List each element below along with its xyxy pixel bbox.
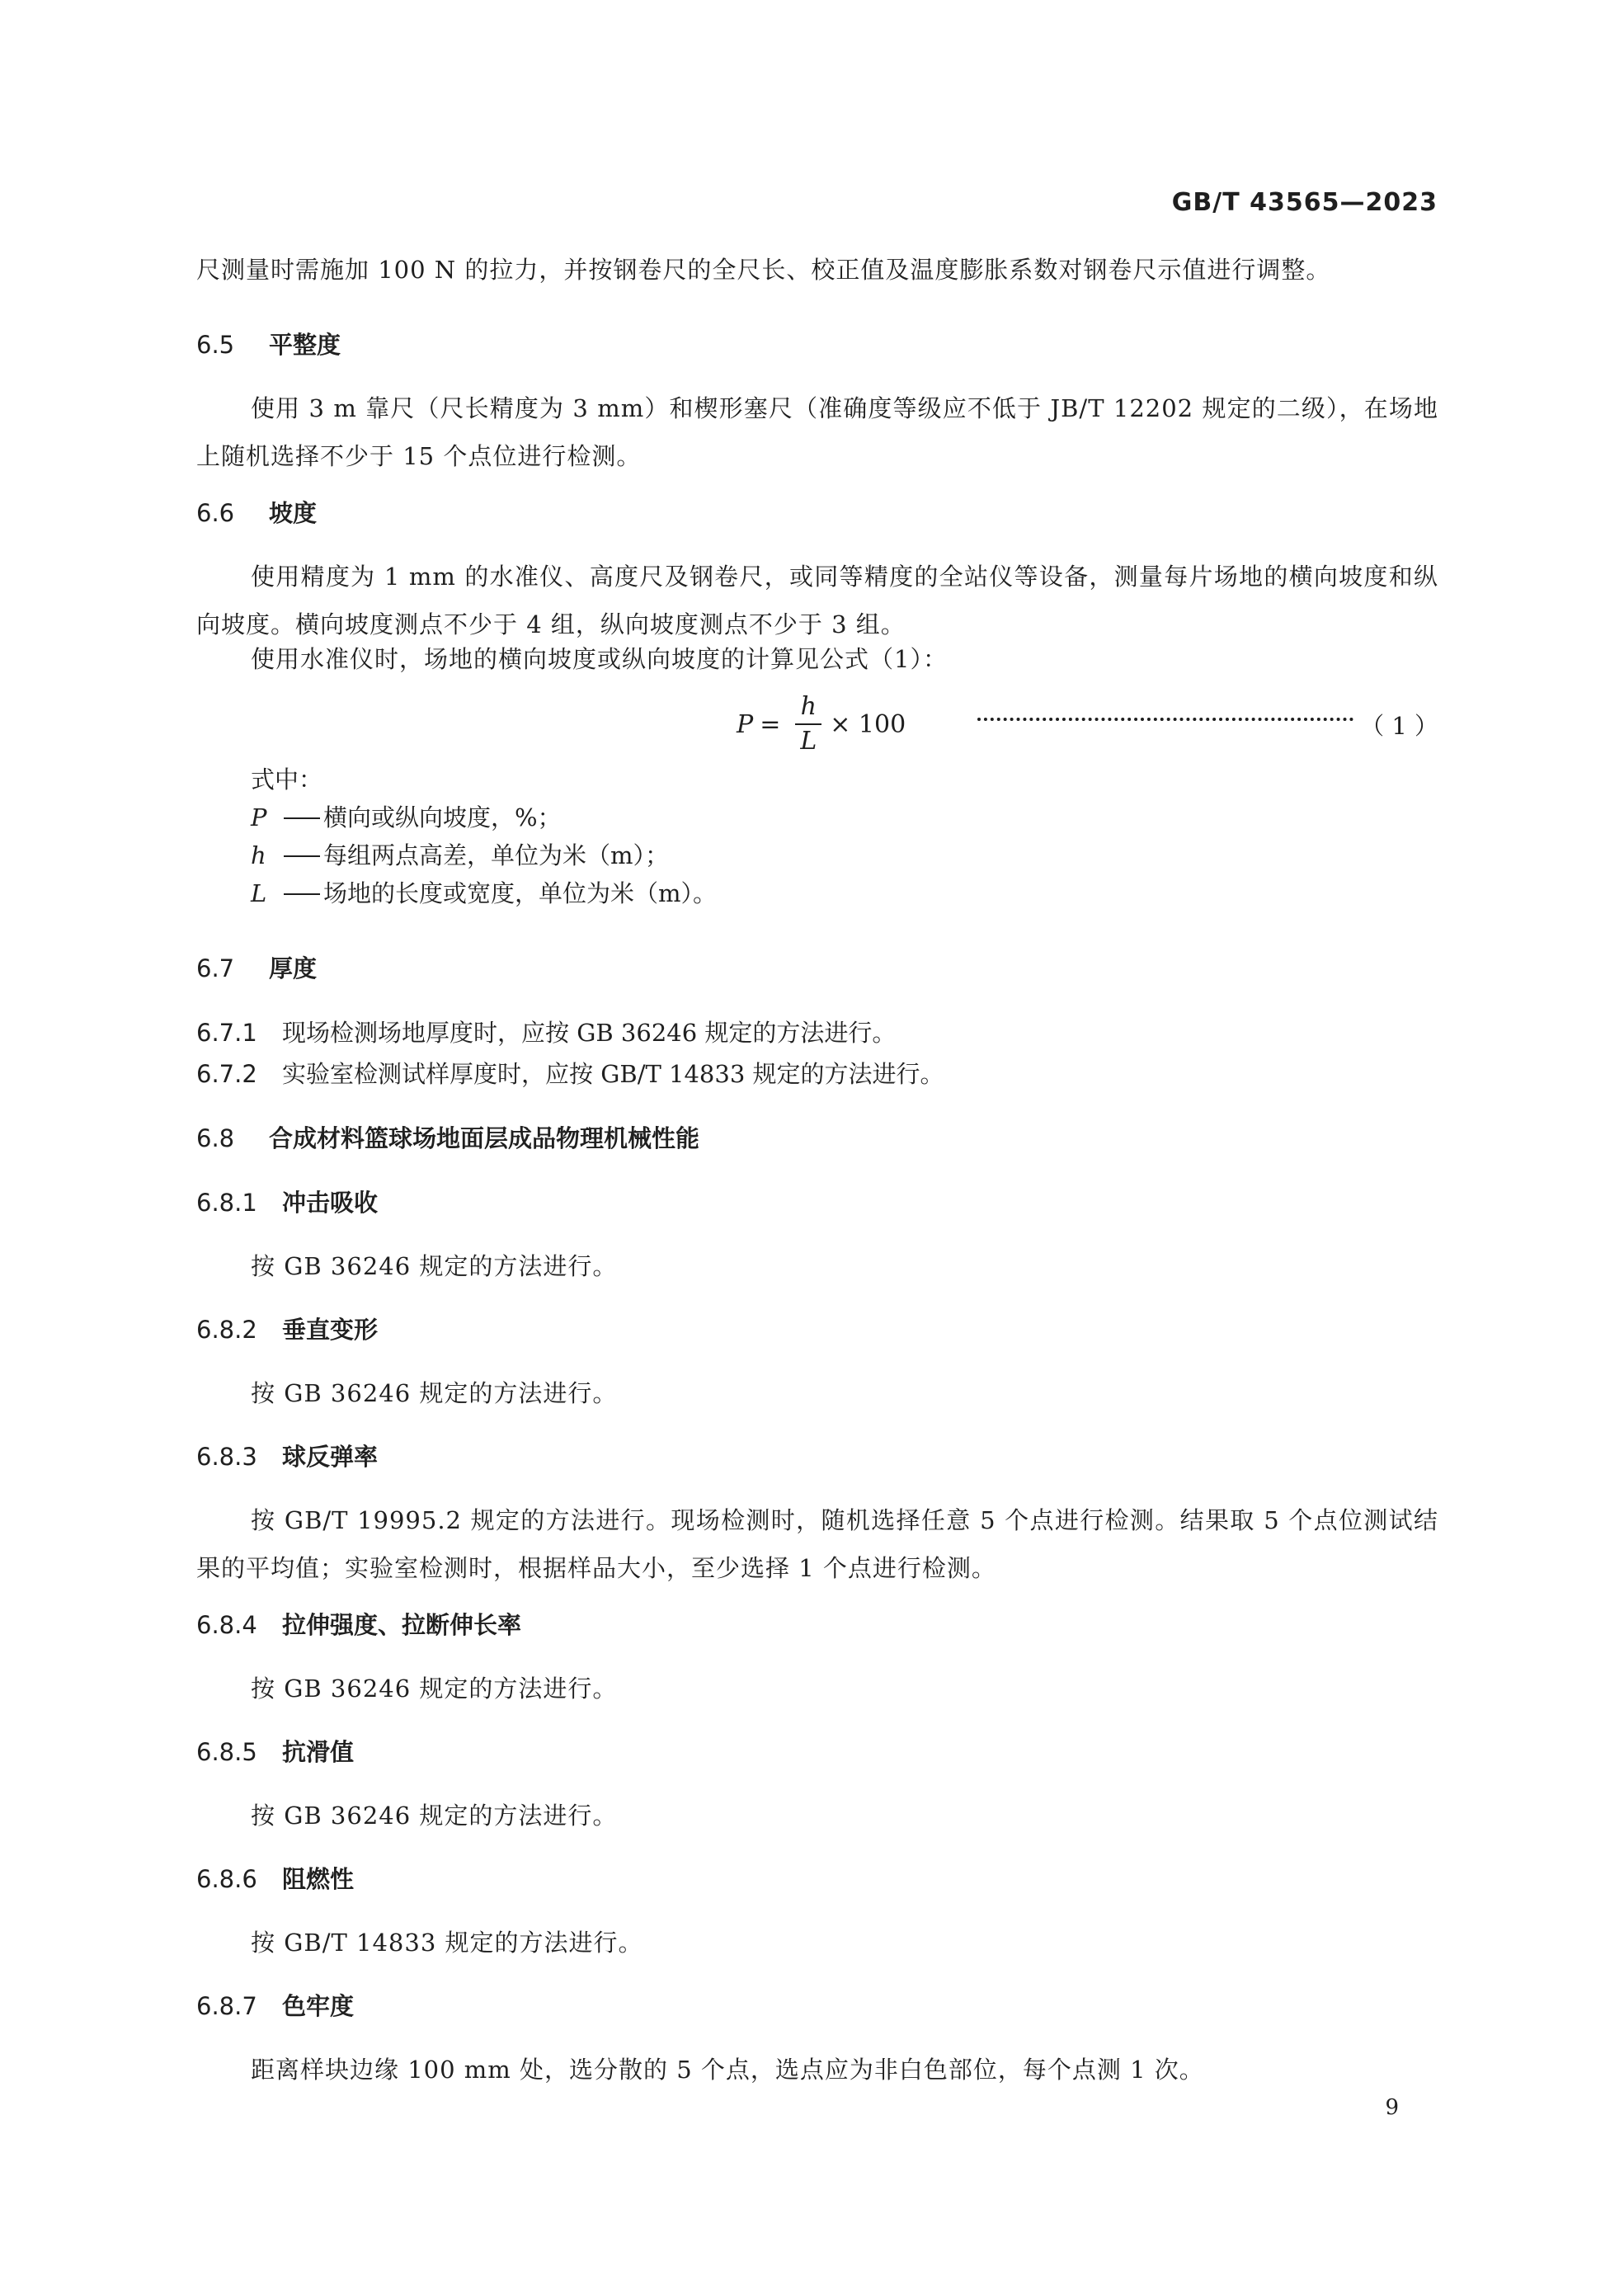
- where-description: 横向或纵向坡度，%；: [323, 803, 562, 831]
- clause-6-8-2-text: 按 GB 36246 规定的方法进行。: [251, 1379, 618, 1407]
- equation-number-text: （ 1 ）: [1360, 711, 1438, 740]
- clause-6-8-5-heading: [196, 1736, 354, 1769]
- clause-6-5-heading: [196, 328, 341, 361]
- subclause-number: 6.7.1: [196, 1019, 257, 1047]
- clause-number: 6.7: [196, 954, 235, 982]
- clause-number: 6.5: [196, 331, 235, 359]
- clause-number: 6.8.6: [196, 1865, 257, 1893]
- subclause-text: 现场检测场地厚度时，应按 GB 36246 规定的方法进行。: [282, 1019, 897, 1047]
- clause-6-8-6-heading: [196, 1863, 354, 1896]
- clause-title: 阻燃性: [282, 1865, 355, 1893]
- formula-equals: =: [760, 709, 781, 739]
- clause-title: 平整度: [269, 331, 341, 359]
- where-symbol: h: [251, 841, 266, 869]
- clause-title: 球反弹率: [282, 1443, 379, 1471]
- clause-6-8-7-heading: [196, 1990, 354, 2023]
- clause-number: 6.8.2: [196, 1316, 257, 1344]
- clause-number: 6.8.3: [196, 1443, 257, 1471]
- dash: [284, 855, 320, 857]
- formula-numerator: h: [800, 692, 817, 721]
- clause-title: 冲击吸收: [282, 1189, 379, 1217]
- clause-title: 色牢度: [282, 1992, 355, 2020]
- where-item: [251, 836, 669, 874]
- clause-number: 6.8.5: [196, 1738, 257, 1766]
- clause-number: 6.8.4: [196, 1611, 257, 1639]
- clause-title: 垂直变形: [282, 1316, 379, 1344]
- clause-6-7-1: [196, 1016, 896, 1049]
- clause-6-6-text-2: 使用水准仪时，场地的横向坡度或纵向坡度的计算见公式（1）：: [251, 645, 948, 673]
- formula-times: × 100: [830, 709, 906, 739]
- formula-row: [196, 683, 1438, 765]
- clause-6-6-heading: [196, 497, 317, 530]
- clause-6-8-3-heading: [196, 1440, 378, 1473]
- clause-6-8-6-text: 按 GB/T 14833 规定的方法进行。: [251, 1929, 643, 1957]
- clause-number: 6.6: [196, 499, 235, 527]
- clause-6-8-1-text: 按 GB 36246 规定的方法进行。: [251, 1252, 618, 1280]
- where-item: [251, 798, 562, 836]
- clause-6-8-4-text: 按 GB 36246 规定的方法进行。: [251, 1675, 618, 1703]
- clause-6-8-4-heading: [196, 1609, 521, 1642]
- subclause-text: 实验室检测试样厚度时，应按 GB/T 14833 规定的方法进行。: [282, 1060, 944, 1088]
- clause-6-8-1-heading: [196, 1186, 378, 1219]
- where-symbol: P: [251, 803, 267, 831]
- page-number: 9: [1385, 2095, 1399, 2120]
- clause-6-8-2-heading: [196, 1313, 378, 1346]
- clause-6-7-heading: [196, 952, 317, 985]
- where-item: [251, 874, 717, 912]
- clause-6-8-5-text: 按 GB 36246 规定的方法进行。: [251, 1802, 618, 1830]
- subclause-number: 6.7.2: [196, 1060, 257, 1088]
- clause-6-5-text: 使用 3 m 靠尺（尺长精度为 3 mm）和楔形塞尺（准确度等级应不低于 JB/T 12202 规定的二级），在场地上随机选择不少于 15 个点位进行检测。: [196, 394, 1438, 470]
- clause-number: 6.8.7: [196, 1992, 257, 2020]
- clause-6-7-2: [196, 1058, 944, 1090]
- where-description: 每组两点高差，单位为米（m）；: [323, 841, 669, 869]
- dash: [284, 893, 320, 895]
- clause-6-8-heading: [196, 1122, 699, 1155]
- where-description: 场地的长度或宽度，单位为米（m）。: [323, 879, 717, 907]
- clause-title: 合成材料篮球场地面层成品物理机械性能: [269, 1124, 700, 1152]
- formula-denominator: L: [800, 727, 817, 756]
- standard-code-header: GB/T 43565—2023: [1171, 188, 1438, 217]
- clause-number: 6.8.1: [196, 1189, 257, 1217]
- clause-number: 6.8: [196, 1124, 235, 1152]
- where-symbol: L: [251, 879, 267, 907]
- clause-6-6-text-1: 使用精度为 1 mm 的水准仪、高度尺及钢卷尺，或同等精度的全站仪等设备，测量每片场地的横向坡度和纵向坡度。横向坡度测点不少于 4 组，纵向坡度测点不少于 3 组。: [196, 563, 1438, 638]
- dash: [284, 817, 320, 819]
- clause-title: 厚度: [269, 954, 318, 982]
- clause-title: 拉伸强度、拉断伸长率: [282, 1611, 522, 1639]
- clause-6-8-3-text: 按 GB/T 19995.2 规定的方法进行。现场检测时，随机选择任意 5 个点进行检测。结果取 5 个点位测试结果的平均值；实验室检测时，根据样品大小，至少选择 1 个点进行检测。: [196, 1506, 1438, 1582]
- formula-fraction: [795, 690, 821, 758]
- clause-title: 坡度: [269, 499, 318, 527]
- slope-formula: [737, 683, 906, 765]
- clause-title: 抗滑值: [282, 1738, 355, 1766]
- continuation-paragraph: 尺测量时需施加 100 N 的拉力，并按钢卷尺的全尺长、校正值及温度膨胀系数对钢卷尺示值进行调整。: [196, 256, 1331, 284]
- dot-leader: [977, 718, 1353, 721]
- equation-number: [977, 683, 1438, 765]
- formula-lhs: P: [737, 709, 754, 739]
- clause-6-8-7-text: 距离样块边缘 100 mm 处，选分散的 5 个点，选点应为非白色部位，每个点测 1 次。: [251, 2056, 1204, 2084]
- where-label: 式中：: [251, 765, 323, 794]
